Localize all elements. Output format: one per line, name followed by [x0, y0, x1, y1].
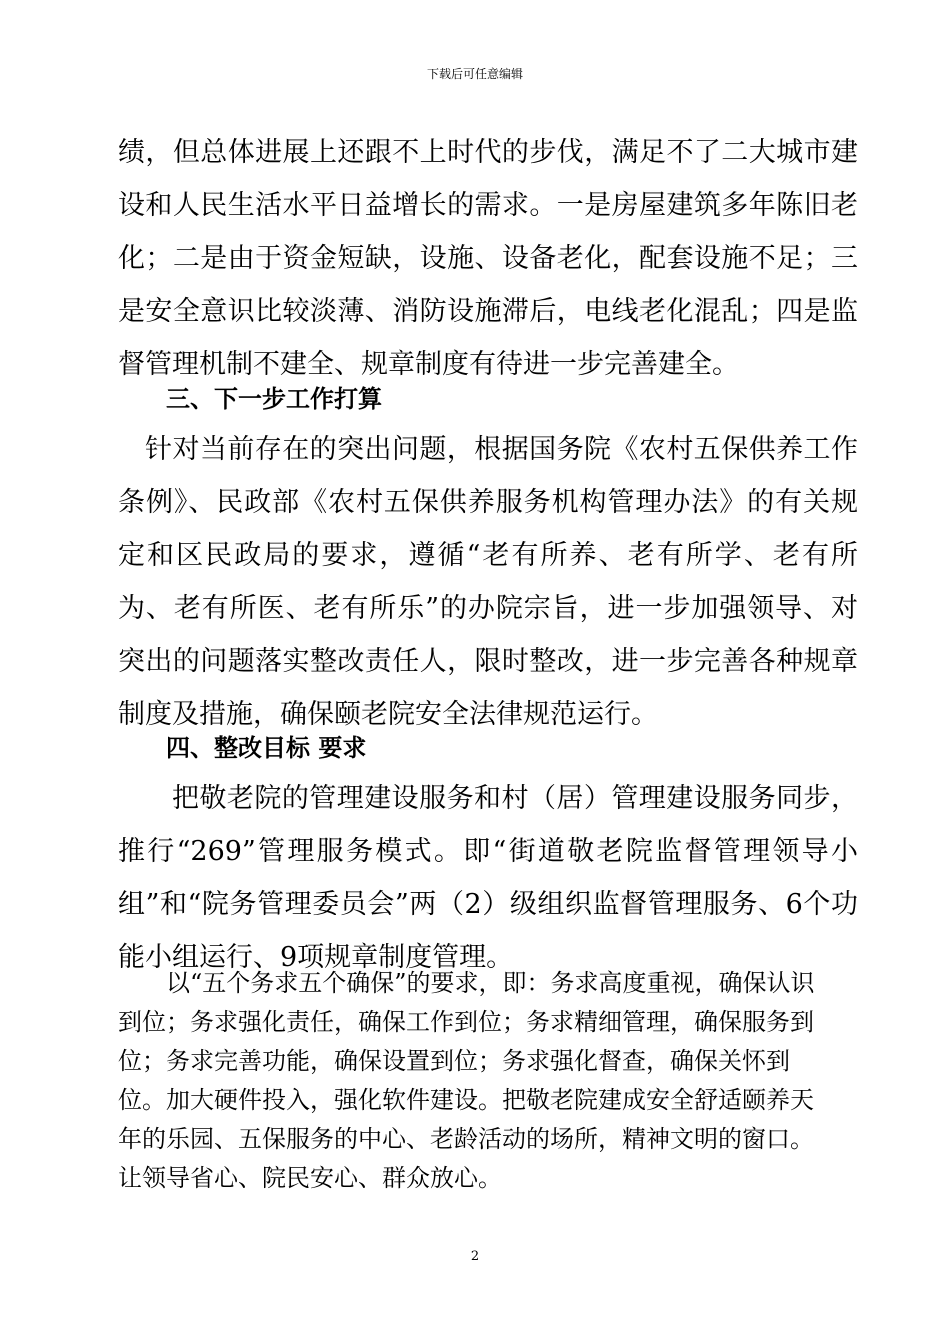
paragraph-269-model: 把敬老院的管理建设服务和村（居）管理建设服务同步，推行“269”管理服务模式。即“街道敬老院监督管理领导小组”和“院务管理委员会”两（2）级组织监督管理服务、6个功能小组运行、9项规章制度管理。 [118, 783, 858, 973]
paragraph-next-steps: 针对当前存在的突出问题，根据国务院《农村五保供养工作条例》、民政部《农村五保供养服务机构管理办法》的有关规定和区民政局的要求，遵循“老有所养、老有所学、老有所为、老有所医、老有所乐”的办院宗旨，进一步加强领导、对突出的问题落实整改责任人，限时整改，进一步完善各种规章制度及措施，确保颐老院安全法律规范运行。 [118, 434, 858, 730]
paragraph-problems: 绩，但总体进展上还跟不上时代的步伐，满足不了二大城市建设和人民生活水平日益增长的需求。一是房屋建筑多年陈旧老化；二是由于资金短缺，设施、设备老化，配套设施不足；三是安全意识比较淡薄、消防设施滞后，电线老化混乱；四是监督管理机制不建全、规章制度有待进一步完善建全。 [118, 137, 858, 380]
page-number: 2 [470, 1249, 480, 1264]
heading-goals: 四、整改目标 要求 [166, 733, 367, 762]
heading-next-steps: 三、下一步工作打算 [166, 384, 382, 413]
page-header: 下载后可任意编辑 [426, 67, 523, 81]
paragraph-five-requirements: 以“五个务求五个确保”的要求，即：务求高度重视，确保认识到位；务求强化责任，确保工作到位；务求精细管理，确保服务到位；务求完善功能，确保设置到位；务求强化督查，确保关怀到位。加大硬件投入，强化软件建设。把敬老院建成安全舒适颐养天年的乐园、五保服务的中心、老龄活动的场所，精神文明的窗口。让领导省心、院民安心、群众放心。 [118, 969, 815, 1192]
